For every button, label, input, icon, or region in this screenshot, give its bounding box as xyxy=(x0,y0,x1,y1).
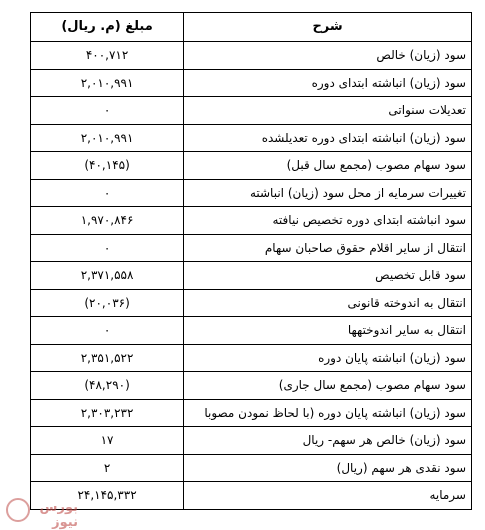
header-amount: مبلغ (م. ریال) xyxy=(31,13,184,42)
table-row xyxy=(31,454,472,482)
table-row xyxy=(31,69,472,97)
table-row xyxy=(31,179,472,207)
row-amount: ۱۷ xyxy=(31,427,184,455)
table-row xyxy=(31,152,472,180)
row-description: سود نقدی هر سهم (ریال) xyxy=(184,454,472,482)
row-description: سود قابل تخصیص xyxy=(184,262,472,290)
financial-table xyxy=(30,12,472,510)
row-description: سود (زیان) انباشته ابتدای دوره تعدیلشده xyxy=(184,124,472,152)
row-amount: ۰ xyxy=(31,97,184,125)
row-description: سود (زیان) خالص هر سهم- ریال xyxy=(184,427,472,455)
row-amount: ۰ xyxy=(31,317,184,345)
logo-mark-icon xyxy=(6,498,30,522)
table-row xyxy=(31,344,472,372)
header-description: شرح xyxy=(184,13,472,42)
row-description: سود سهام مصوب (مجمع سال قبل) xyxy=(184,152,472,180)
row-description: تعدیلات سنواتی xyxy=(184,97,472,125)
table-row xyxy=(31,372,472,400)
row-amount: ۴۰۰,۷۱۲ xyxy=(31,42,184,70)
table-row xyxy=(31,289,472,317)
table-row xyxy=(31,427,472,455)
row-description: سرمایه xyxy=(184,482,472,510)
table-row xyxy=(31,399,472,427)
row-description: تغییرات سرمایه از محل سود (زیان) انباشته xyxy=(184,179,472,207)
row-amount: ۲,۰۱۰,۹۹۱ xyxy=(31,124,184,152)
row-description: سود (زیان) انباشته پایان دوره xyxy=(184,344,472,372)
row-amount: ۰ xyxy=(31,234,184,262)
row-description: سود (زیان) انباشته پایان دوره (با لحاظ نمودن مصوبا xyxy=(184,399,472,427)
table-row xyxy=(31,42,472,70)
table-row xyxy=(31,124,472,152)
row-description: انتقال به اندوخته قانونی xyxy=(184,289,472,317)
row-amount: (۴۰,۱۴۵) xyxy=(31,152,184,180)
watermark-text: بورس نیوز xyxy=(39,500,78,530)
row-amount: ۱,۹۷۰,۸۴۶ xyxy=(31,207,184,235)
table-row xyxy=(31,207,472,235)
row-amount: ۰ xyxy=(31,179,184,207)
row-amount: ۲۴,۱۴۵,۳۳۲ xyxy=(31,482,184,510)
row-amount: ۲,۳۵۱,۵۲۲ xyxy=(31,344,184,372)
row-description: سود (زیان) خالص xyxy=(184,42,472,70)
row-description: سود سهام مصوب (مجمع سال جاری) xyxy=(184,372,472,400)
row-amount: ۲,۳۰۳,۲۳۲ xyxy=(31,399,184,427)
row-amount: ۲ xyxy=(31,454,184,482)
row-amount: (۲۰,۰۳۶) xyxy=(31,289,184,317)
row-description: انتقال به سایر اندوختهها xyxy=(184,317,472,345)
table-row xyxy=(31,234,472,262)
row-description: سود (زیان) انباشته ابتدای دوره xyxy=(184,69,472,97)
table-row xyxy=(31,97,472,125)
table-row xyxy=(31,317,472,345)
row-amount: ۲,۰۱۰,۹۹۱ xyxy=(31,69,184,97)
row-amount: (۴۸,۲۹۰) xyxy=(31,372,184,400)
table-row xyxy=(31,262,472,290)
row-description: سود انباشته ابتدای دوره تخصیص نیافته xyxy=(184,207,472,235)
row-description: انتقال از سایر اقلام حقوق صاحبان سهام xyxy=(184,234,472,262)
table-header-row xyxy=(31,13,472,42)
table-row xyxy=(31,482,472,510)
row-amount: ۲,۳۷۱,۵۵۸ xyxy=(31,262,184,290)
watermark-logo xyxy=(6,496,78,530)
